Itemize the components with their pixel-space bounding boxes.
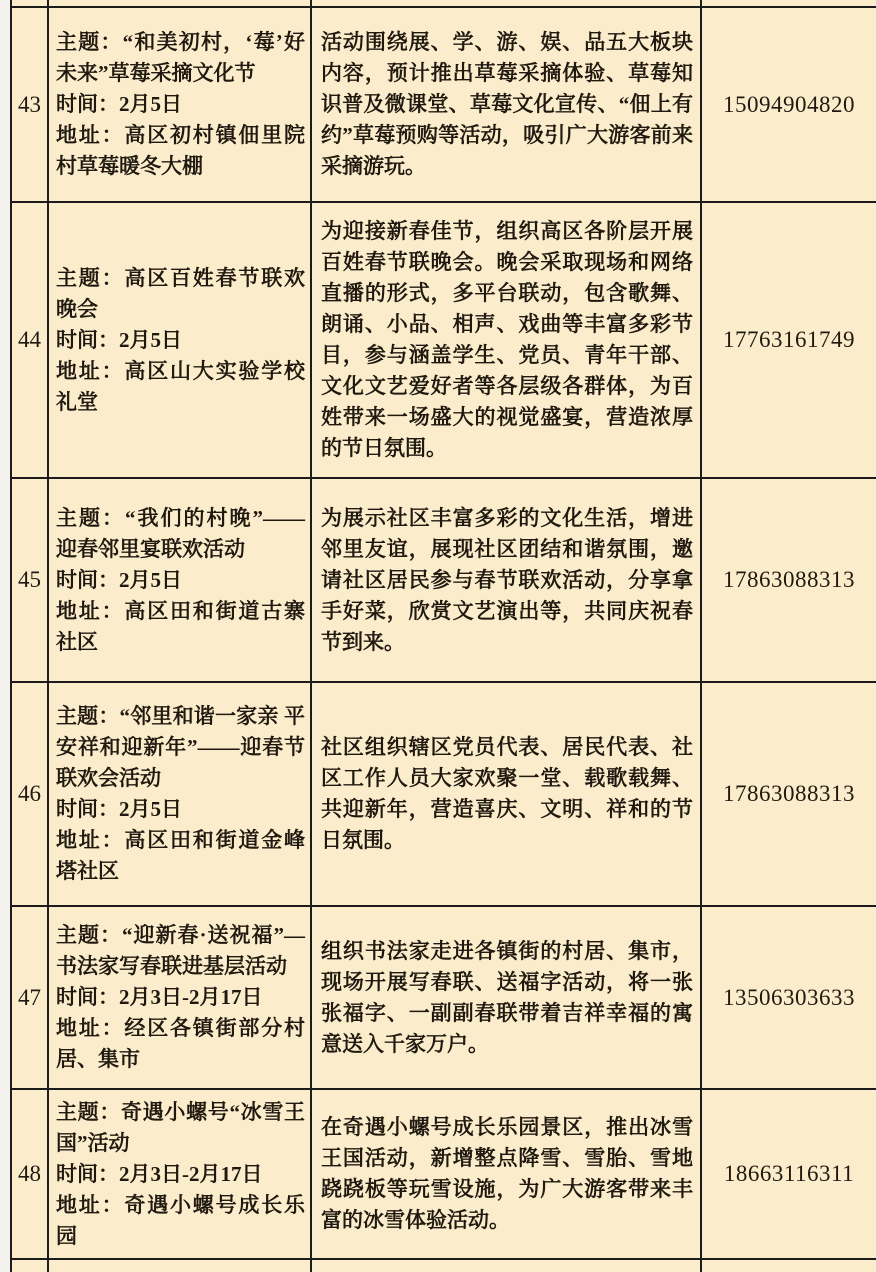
time-line: 时间：2月5日 — [56, 797, 182, 821]
time-line: 时间：2月3日-2月17日 — [56, 1161, 263, 1186]
activity-description-cell — [312, 683, 702, 907]
phone-number: 13506303633 — [702, 907, 876, 1090]
activity-description-cell — [312, 479, 702, 683]
phone-number: 17863088313 — [702, 479, 876, 683]
sliver-cell — [12, 0, 49, 8]
address-line: 地址：奇遇小螺号成长乐园 — [56, 1192, 305, 1248]
phone-number: 17763161749 — [702, 203, 876, 479]
activity-description-cell — [312, 1090, 702, 1260]
theme-line: 主题：“我们的村晚”——迎春邻里宴联欢活动 — [56, 505, 305, 561]
row-number: 43 — [12, 8, 49, 203]
theme-cell — [49, 203, 312, 479]
sliver-cell — [312, 1260, 702, 1272]
activity-description-cell — [312, 8, 702, 203]
theme-cell — [49, 907, 312, 1090]
sliver-cell — [702, 0, 876, 8]
theme-line: 主题：高区百姓春节联欢晚会 — [56, 265, 305, 321]
theme-cell — [49, 683, 312, 907]
activity-description: 组织书法家走进各镇街的村居、集市，现场开展写春联、送福字活动，将一张张福字、一副副春联带着吉祥幸福的寓意送入千家万户。 — [321, 938, 693, 1056]
activity-description-cell — [312, 203, 702, 479]
time-line: 时间：2月5日 — [56, 92, 182, 116]
theme-cell — [49, 1090, 312, 1260]
sliver-cell — [49, 0, 312, 8]
row-number: 46 — [12, 683, 49, 907]
activity-description: 社区组织辖区党员代表、居民代表、社区工作人员大家欢聚一堂、载歌载舞、共迎新年，营造喜庆、文明、祥和的节日氛围。 — [321, 735, 693, 852]
time-line: 时间：2月3日-2月17日 — [56, 985, 263, 1009]
address-line: 地址：高区田和街道金峰塔社区 — [56, 828, 305, 883]
theme-line: 主题：“和美初村，‘莓’好未来”草莓采摘文化节 — [56, 30, 305, 85]
activity-description: 在奇遇小螺号成长乐园景区，推出冰雪王国活动，新增整点降雪、雪胎、雪地跷跷板等玩雪设施，为广大游客带来丰富的冰雪体验活动。 — [321, 1115, 693, 1232]
events-table — [10, 0, 876, 1272]
address-line: 地址：经区各镇街部分村居、集市 — [56, 1016, 305, 1071]
activity-description-cell — [312, 907, 702, 1090]
row-number: 44 — [12, 203, 49, 479]
activity-description: 活动围绕展、学、游、娱、品五大板块内容，预计推出草莓采摘体验、草莓知识普及微课堂、草莓文化宣传、“佃上有约”草莓预购等活动，吸引广大游客前来采摘游玩。 — [321, 30, 693, 178]
theme-line: 主题：“邻里和谐一家亲 平安祥和迎新年”——迎春节联欢会活动 — [56, 704, 305, 790]
time-line: 时间：2月5日 — [56, 327, 182, 352]
phone-number: 18663116311 — [702, 1090, 876, 1260]
row-number: 48 — [12, 1090, 49, 1260]
phone-number: 17863088313 — [702, 683, 876, 907]
row-number: 47 — [12, 907, 49, 1090]
left-margin — [0, 0, 10, 1272]
theme-line: 主题：奇遇小螺号“冰雪王国”活动 — [56, 1099, 305, 1155]
theme-cell — [49, 479, 312, 683]
sliver-cell — [49, 1260, 312, 1272]
address-line: 地址：高区初村镇佃里院村草莓暖冬大棚 — [56, 123, 305, 178]
sliver-cell — [702, 1260, 876, 1272]
row-number: 45 — [12, 479, 49, 683]
phone-number: 15094904820 — [702, 8, 876, 203]
theme-cell — [49, 8, 312, 203]
address-line: 地址：高区田和街道古寨社区 — [56, 598, 305, 654]
address-line: 地址：高区山大实验学校礼堂 — [56, 358, 305, 414]
time-line: 时间：2月5日 — [56, 567, 182, 592]
activity-description: 为展示社区丰富多彩的文化生活，增进邻里友谊，展现社区团结和谐氛围，邀请社区居民参与春节联欢活动，分享拿手好菜，欣赏文艺演出等，共同庆祝春节到来。 — [321, 505, 693, 654]
theme-line: 主题：“迎新春·送祝福”—书法家写春联进基层活动 — [56, 923, 305, 978]
sliver-cell — [312, 0, 702, 8]
sliver-cell — [12, 1260, 49, 1272]
activity-description: 为迎接新春佳节，组织高区各阶层开展百姓春节联晚会。晚会采取现场和网络直播的形式，多平台联动，包含歌舞、朗诵、小品、相声、戏曲等丰富多彩节目，参与涵盖学生、党员、青年干部、文化文艺爱好者等各层级各群体，为百姓带来一场盛大的视觉盛宴，营造浓厚的节日氛围。 — [321, 219, 693, 460]
